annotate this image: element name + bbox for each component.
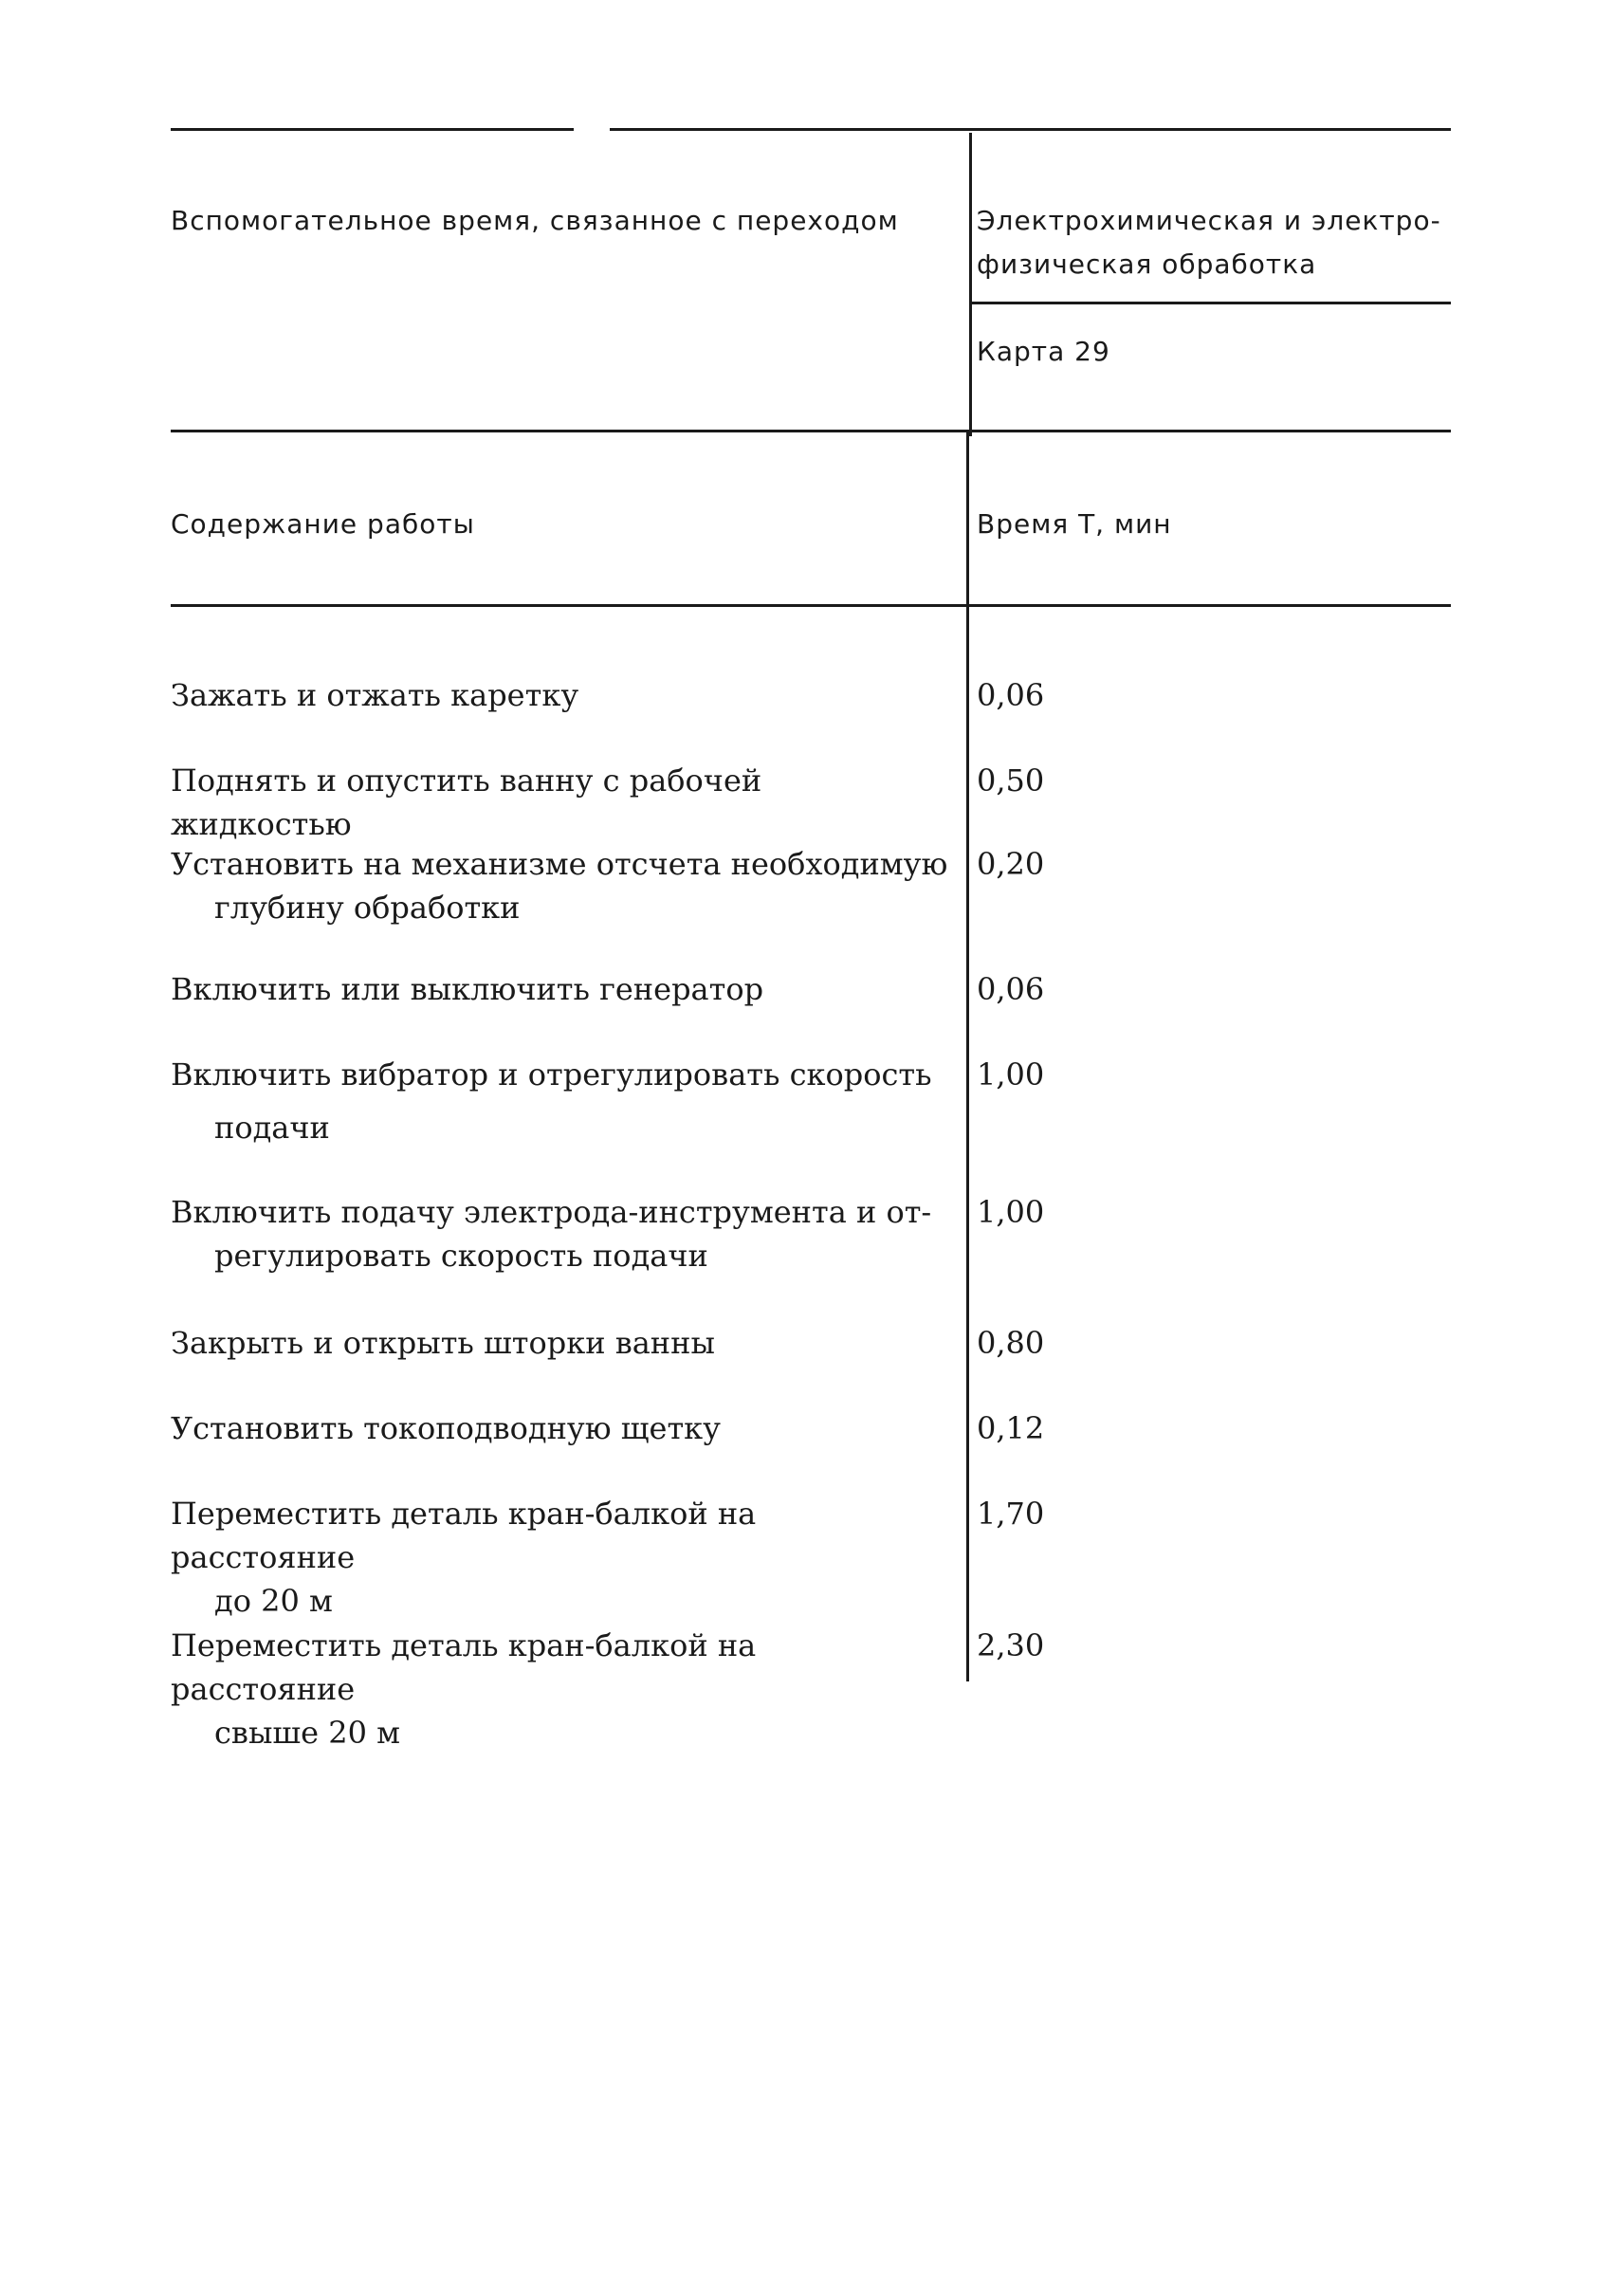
header-right-title-line2: физическая обработка xyxy=(977,248,1317,280)
row-work-line1: Переместить деталь кран-балкой на расстояние xyxy=(171,1627,757,1707)
row-work-line2: до 20 м xyxy=(214,1583,333,1619)
row-work-line2: регулировать скорость подачи xyxy=(214,1238,708,1274)
row-work-line1: Зажать и отжать каретку xyxy=(171,677,579,713)
row-time-value: 1,70 xyxy=(977,1496,1045,1532)
row-time-value: 0,50 xyxy=(977,762,1045,799)
top-rule-left xyxy=(171,128,574,131)
row-time-value: 0,06 xyxy=(977,971,1045,1007)
header-divider xyxy=(969,133,972,436)
row-work-line1: Закрыть и открыть шторки ванны xyxy=(171,1325,715,1361)
row-time-value: 0,80 xyxy=(977,1325,1045,1361)
row-work-line1: Включить вибратор и отрегулировать скорость xyxy=(171,1056,932,1093)
row-time-value: 1,00 xyxy=(977,1194,1045,1230)
column-header-work: Содержание работы xyxy=(171,508,475,540)
row-work-text xyxy=(171,842,948,929)
row-work-line1: Включить подачу электрода-инструмента и от- xyxy=(171,1194,932,1230)
header-right-title-line1: Электрохимическая и электро- xyxy=(977,205,1441,236)
row-work-text xyxy=(171,1492,948,1623)
card-number: Карта 29 xyxy=(977,336,1110,367)
row-work-text xyxy=(171,1190,948,1277)
row-work-line2: подачи xyxy=(214,1110,330,1146)
row-time-value: 1,00 xyxy=(977,1056,1045,1093)
table-top-rule xyxy=(171,430,1451,432)
row-work-text xyxy=(171,1321,948,1365)
header-right-rule xyxy=(972,302,1451,304)
row-work-text xyxy=(171,673,948,717)
table-header-rule xyxy=(171,604,1451,607)
row-work-line1: Поднять и опустить ванну с рабочей жидкостью xyxy=(171,762,762,842)
row-work-line1: Установить токоподводную щетку xyxy=(171,1410,721,1446)
row-work-text xyxy=(171,967,948,1011)
row-time-value: 0,20 xyxy=(977,846,1045,882)
column-header-time: Время Т, мин xyxy=(977,508,1172,540)
row-time-value: 2,30 xyxy=(977,1627,1045,1663)
table-divider xyxy=(966,430,969,1681)
row-work-line1: Включить или выключить генератор xyxy=(171,971,764,1007)
header-left-title: Вспомогательное время, связанное с переходом xyxy=(171,205,899,236)
row-time-value: 0,06 xyxy=(977,677,1045,713)
row-work-line1: Установить на механизме отсчета необходимую xyxy=(171,846,948,882)
row-work-line2: свыше 20 м xyxy=(214,1715,401,1751)
row-work-text xyxy=(171,759,948,846)
top-rule-right xyxy=(610,128,1451,131)
row-work-text xyxy=(171,1624,948,1754)
row-work-text xyxy=(171,1406,948,1450)
row-work-text xyxy=(171,1053,948,1149)
row-work-line2: глубину обработки xyxy=(214,890,521,926)
row-time-value: 0,12 xyxy=(977,1410,1045,1446)
row-work-line1: Переместить деталь кран-балкой на расстояние xyxy=(171,1496,757,1575)
